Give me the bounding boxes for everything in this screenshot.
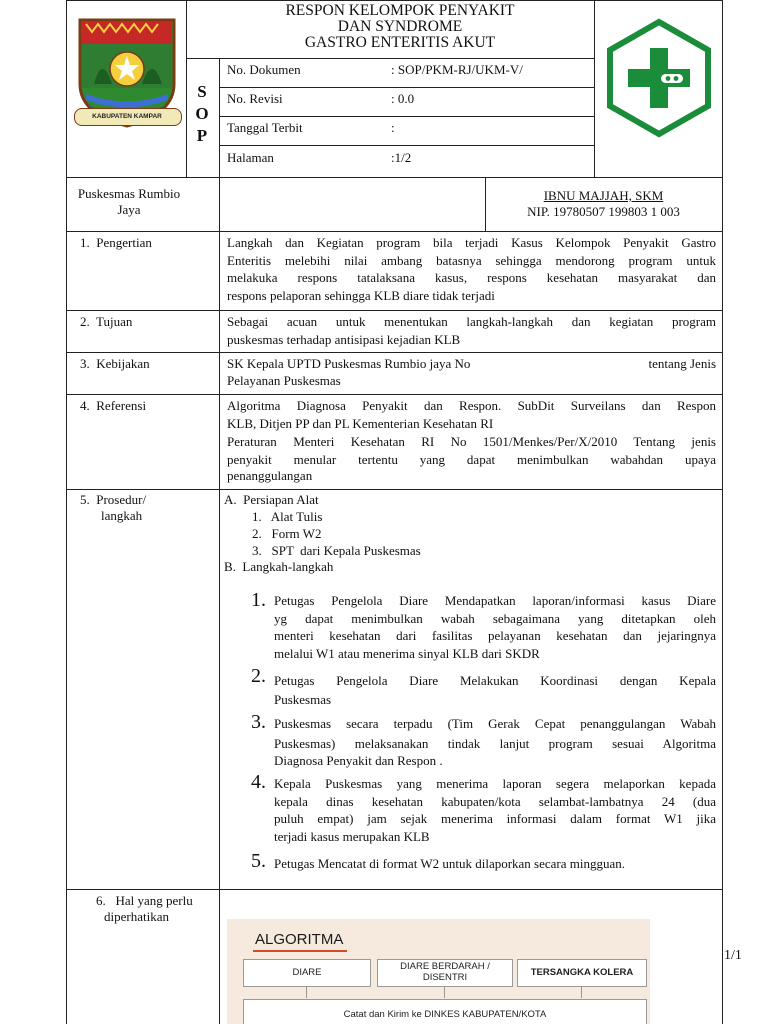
step-line: Petugas Pengelola Diare Mendapatkan laporan/informasi kasus Diare — [274, 593, 716, 608]
tujuan-line: Sebagai acuan untuk menentukan langkah-langkah dan kegiatan program — [227, 314, 716, 329]
meta-value-tanggal: : — [391, 120, 395, 135]
prosedur-label-line-1: 5. Prosedur/ — [80, 492, 147, 507]
referensi-line: Peraturan Menteri Kesehatan RI No 1501/Menkes/Per/X/2010 Tentang jenis — [227, 434, 716, 449]
algoritma-box-kolera — [517, 959, 647, 987]
step-number: 5. — [251, 850, 266, 872]
emblem-caption: KABUPATEN KAMPAR — [92, 113, 162, 120]
step-line: Puskesmas — [274, 692, 332, 707]
section-label-pengertian: 1. Pengertian — [80, 235, 152, 250]
algoritma-figure — [227, 919, 650, 1024]
green-cross-icon — [604, 18, 714, 138]
table-border-top — [66, 0, 722, 1]
step-line: Puskesmas) melaksanakan tindak lanjut program sesuai Algoritma — [274, 736, 716, 751]
title-divider — [186, 58, 594, 59]
step-line: yg dapat menimbulkan wabah sebagaimana yang ditetapkan oleh — [274, 610, 716, 626]
meta-value-halaman: :1/2 — [391, 150, 412, 165]
hal-label-line-1: 6. Hal yang perlu — [96, 893, 193, 908]
referensi-line: penyakit menular tertentu yang dapat menimbulkan wabahdan upaya — [227, 452, 716, 467]
step-line: melalui W1 atau menerima sinyal KLB dari SKDR — [274, 645, 540, 661]
meta-value-dokumen: : SOP/PKM-RJ/UKM-V/ — [391, 62, 523, 77]
section-label-referensi: 4. Referensi — [80, 398, 147, 413]
step-line: Petugas Mencatat di format W2 untuk dilaporkan secara mingguan. — [274, 856, 626, 871]
pengertian-line: Enteritis melebihi nilai ambang batasnya sehingga mendorong program untuk — [227, 252, 716, 268]
meta-label-tanggal: Tanggal Terbit — [227, 120, 303, 135]
organization-line-2: Jaya — [117, 202, 141, 217]
algoritma-title-underline — [253, 950, 347, 952]
organization-name — [70, 186, 188, 218]
puskesmas-logo — [604, 18, 714, 138]
section-label-hal — [96, 893, 193, 925]
meta-label-halaman: Halaman — [227, 150, 274, 165]
meta-row-divider — [219, 87, 594, 88]
section-divider — [66, 310, 722, 311]
meta-label-dokumen: No. Dokumen — [227, 62, 301, 77]
section-divider — [66, 394, 722, 395]
algoritma-box-label: TERSANGKA KOLERA — [530, 967, 634, 978]
header-bottom-line — [66, 177, 722, 178]
step-line: menteri kesehatan dari fasilitas pelayanan kesehatan dan jejaringnya — [274, 628, 716, 643]
section-content-referensi — [227, 397, 716, 483]
signer-nip: NIP. 19780507 199803 1 003 — [527, 204, 680, 219]
persiapan-alat-heading: A. Persiapan Alat — [224, 492, 319, 507]
langkah-heading: B. Langkah-langkah — [224, 559, 334, 574]
tujuan-line: puskesmas terhadap antisipasi kejadian KLB — [227, 331, 461, 347]
step-text — [274, 775, 716, 845]
title-line-3: GASTRO ENTERITIS AKUT — [304, 34, 496, 51]
pengertian-line: Langkah dan Kegiatan program bila terjadi Kasus Kelompok Penyakit Gastro — [227, 235, 716, 250]
page-marker: 1/1 — [724, 948, 742, 963]
step-text — [274, 714, 716, 768]
algoritma-box-diare — [243, 959, 371, 987]
meta-row-divider — [219, 145, 594, 146]
referensi-line: Algoritma Diagnosa Penyakit dan Respon. SubDit Surveilans dan Respon — [227, 398, 716, 413]
title-line-2: DAN SYNDROME — [337, 18, 463, 35]
signer-name: IBNU MAJJAH, SKM — [543, 188, 664, 203]
step-line: Puskesmas secara terpadu (Tim Gerak Cepat penanggulangan Wabah — [274, 716, 716, 731]
label-column-line — [219, 58, 220, 1024]
meta-label-revisi: No. Revisi — [227, 91, 283, 106]
step-text — [274, 671, 716, 709]
section-content-tujuan — [227, 313, 716, 348]
sop-letter-s: S — [197, 82, 207, 101]
pengertian-line: respons pelaporan sehingga KLB diare tidak terjadi — [227, 287, 495, 303]
kampar-emblem-logo — [72, 14, 182, 132]
referensi-line: penanggulangan — [227, 468, 313, 483]
step-text — [274, 855, 716, 873]
kebijakan-line-1-left: SK Kepala UPTD Puskesmas Rumbio jaya No — [227, 356, 471, 371]
algoritma-box-label: DIARE — [292, 967, 322, 978]
section-content-pengertian — [227, 234, 716, 304]
referensi-line: KLB, Ditjen PP dan PL Kementerian Kesehatan RI — [227, 416, 494, 431]
step-line: terjadi kasus merupakan KLB — [274, 828, 430, 844]
algoritma-arrow — [306, 986, 307, 998]
step-line: Petugas Pengelola Diare Melakukan Koordinasi dengan Kepala — [274, 673, 716, 688]
organization-line-1: Puskesmas Rumbio — [77, 186, 181, 201]
algoritma-arrow — [581, 986, 582, 998]
algoritma-title: ALGORITMA — [255, 931, 344, 948]
title-line-1: RESPON KELOMPOK PENYAKIT — [285, 2, 515, 19]
algoritma-box-disentri — [377, 959, 513, 987]
sop-letter-o: O — [195, 104, 209, 123]
section-label-kebijakan: 3. Kebijakan — [80, 356, 150, 371]
document-title — [186, 3, 614, 51]
step-line: Diagnosa Penyakit dan Respon . — [274, 753, 443, 768]
section-divider — [66, 489, 722, 490]
pengertian-line: melakuka respons tatalaksana kasus, respons kesehatan masyarakat dan — [227, 270, 716, 285]
kebijakan-line-2: Pelayanan Puskesmas — [227, 373, 341, 388]
table-border-left — [66, 0, 67, 1024]
algoritma-box-label: DIARE BERDARAH / DISENTRI — [400, 961, 490, 983]
alat-item: 2. Form W2 — [252, 526, 322, 541]
step-number: 4. — [251, 771, 266, 793]
approval-bottom-line — [66, 231, 722, 232]
step-line: kepala dinas kesehatan kabupaten/kota selambat-lambatnya 24 (dua — [274, 793, 716, 809]
prosedur-label-line-2: langkah — [101, 508, 143, 523]
algoritma-box-catat-kirim — [243, 999, 647, 1024]
meta-value-revisi: : 0.0 — [391, 91, 415, 106]
step-number: 1. — [251, 589, 266, 611]
alat-item: 3. SPT dari Kepala Puskesmas — [252, 543, 421, 558]
step-line: Kepala Puskesmas yang menerima laporan segera melaporkan kepada — [274, 776, 716, 791]
section-label-tujuan: 2. Tujuan — [80, 314, 133, 329]
step-number: 3. — [251, 711, 266, 733]
algoritma-box-label: Catat dan Kirim ke DINKES KABUPATEN/KOTA — [343, 1009, 547, 1020]
hal-label-line-2: diperhatikan — [104, 909, 169, 924]
sop-label — [191, 81, 213, 147]
algoritma-arrow — [444, 986, 445, 998]
step-line: puluh empat) jam sejak menerima informasi dalam format W1 jika — [274, 811, 716, 826]
section-label-prosedur — [80, 492, 146, 524]
meta-row-divider — [219, 116, 594, 117]
section-divider — [66, 352, 722, 353]
step-number: 2. — [251, 665, 266, 687]
kebijakan-line-1-right: tentang Jenis — [648, 356, 716, 371]
section-divider — [66, 889, 722, 890]
sop-letter-p: P — [196, 126, 208, 145]
step-text — [274, 592, 716, 662]
alat-item: 1. Alat Tulis — [252, 509, 323, 524]
table-border-right — [722, 0, 723, 1024]
